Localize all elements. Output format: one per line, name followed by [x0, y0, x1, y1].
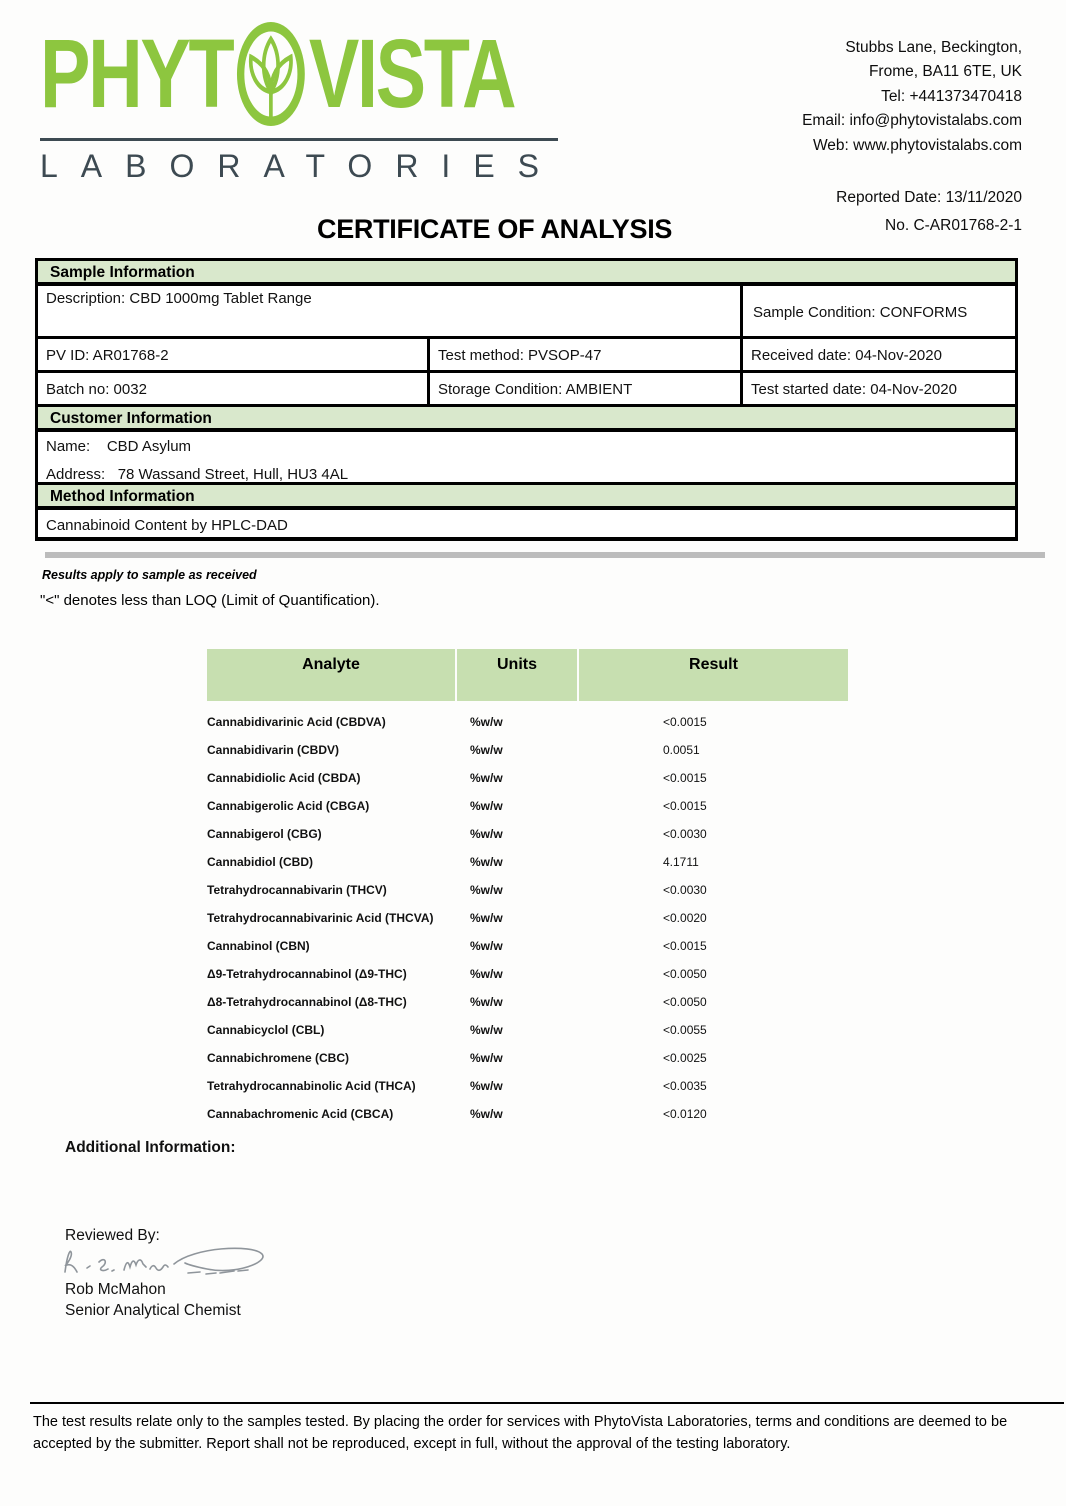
units-cell: %w/w: [470, 827, 503, 841]
customer-row: [38, 432, 1015, 482]
analyte-cell: Cannabidivarin (CBDV): [207, 743, 340, 757]
customer-information-header: Customer Information: [38, 404, 1015, 432]
table-row: [207, 876, 848, 904]
result-cell: <0.0025: [663, 1051, 707, 1065]
analyte-cell: Cannabichromene (CBC): [207, 1051, 350, 1065]
units-cell: %w/w: [470, 1051, 503, 1065]
sample-description: Description: CBD 1000mg Tablet Range: [46, 290, 312, 307]
sample-description-row: [38, 286, 1015, 336]
signature-image: [56, 1241, 276, 1283]
contact-email: Email: info@phytovistalabs.com: [802, 112, 1022, 130]
table-row: [207, 764, 848, 792]
box-shadow-decoration: [45, 552, 1045, 558]
analyte-cell: Cannabachromenic Acid (CBCA): [207, 1107, 394, 1121]
analyte-cell: Tetrahydrocannabivarin (THCV): [207, 883, 387, 897]
table-row: [207, 820, 848, 848]
storage-condition: Storage Condition: AMBIENT: [427, 373, 740, 404]
sample-row-2: [38, 370, 1015, 404]
reviewed-by-label: Reviewed By:: [65, 1227, 160, 1244]
pv-id: PV ID: AR01768-2: [46, 347, 169, 364]
sample-condition: Sample Condition: CONFORMS: [740, 286, 1015, 336]
customer-name: Name: CBD Asylum: [46, 438, 192, 455]
received-date: Received date: 04-Nov-2020: [740, 339, 1015, 370]
logo-wordmark: [40, 19, 515, 129]
logo-divider: [40, 138, 558, 141]
table-row: [207, 904, 848, 932]
table-row: [207, 960, 848, 988]
units-cell: %w/w: [470, 715, 503, 729]
table-row: [207, 792, 848, 820]
analyte-cell: Cannabigerol (CBG): [207, 827, 322, 841]
logo-text-vista: VISTA: [308, 19, 515, 129]
info-box: [35, 258, 1018, 541]
units-cell: %w/w: [470, 799, 503, 813]
result-cell: <0.0120: [663, 1107, 707, 1121]
batch-no: Batch no: 0032: [46, 381, 147, 398]
result-cell: <0.0015: [663, 799, 707, 813]
column-header-units: Units: [457, 649, 577, 701]
reviewer-title: Senior Analytical Chemist: [65, 1302, 241, 1319]
units-cell: %w/w: [470, 883, 503, 897]
results-table-header: [207, 649, 848, 701]
contact-address-line2: Frome, BA11 6TE, UK: [868, 63, 1022, 81]
sample-received-note: Results apply to sample as received: [42, 568, 257, 582]
logo-subtitle: LABORATORIES: [40, 148, 562, 184]
table-row: [207, 988, 848, 1016]
phytovista-logo: [40, 19, 564, 185]
sample-information-header: Sample Information: [38, 258, 1015, 286]
result-cell: <0.0020: [663, 911, 707, 925]
table-row: [207, 1072, 848, 1100]
test-started-date: Test started date: 04-Nov-2020: [740, 373, 1015, 404]
result-cell: <0.0055: [663, 1023, 707, 1037]
method-row: Cannabinoid Content by HPLC-DAD: [38, 510, 1015, 541]
table-row: [207, 932, 848, 960]
units-cell: %w/w: [470, 995, 503, 1009]
units-cell: %w/w: [470, 743, 503, 757]
certificate-number: No. C-AR01768-2-1: [885, 216, 1022, 234]
results-table-body: [207, 708, 848, 1128]
result-cell: 0.0051: [663, 743, 700, 757]
logo-text-phyt: PHYT: [40, 19, 233, 129]
units-cell: %w/w: [470, 939, 503, 953]
contact-web: Web: www.phytovistalabs.com: [812, 136, 1022, 154]
result-cell: <0.0050: [663, 995, 707, 1009]
analyte-cell: Δ9-Tetrahydrocannabinol (Δ9-THC): [207, 967, 407, 981]
units-cell: %w/w: [470, 855, 503, 869]
footer-disclaimer: The test results relate only to the samples tested. By placing the order for services with PhytoVista Laboratories, terms and conditions are deemed to be accepted by the submitter. Report shall not be reproduced, except in full, without the approval of the testing laboratory.: [33, 1414, 1008, 1452]
footer-divider: [30, 1402, 1064, 1404]
page-title: CERTIFICATE OF ANALYSIS: [317, 214, 673, 244]
table-row: [207, 1044, 848, 1072]
units-cell: %w/w: [470, 911, 503, 925]
units-cell: %w/w: [470, 1107, 503, 1121]
contact-phone: Tel: +441373470418: [881, 87, 1022, 105]
analyte-cell: Cannabidivarinic Acid (CBDVA): [207, 715, 386, 729]
table-row: [207, 848, 848, 876]
result-cell: <0.0030: [663, 827, 707, 841]
column-header-analyte: Analyte: [207, 649, 455, 701]
result-cell: <0.0015: [663, 939, 707, 953]
analyte-cell: Cannabinol (CBN): [207, 939, 310, 953]
result-cell: <0.0050: [663, 967, 707, 981]
leaf-icon: [233, 22, 308, 126]
analyte-cell: Δ8-Tetrahydrocannabinol (Δ8-THC): [207, 995, 407, 1009]
table-row: [207, 736, 848, 764]
results-table: [207, 649, 848, 1128]
sample-row-1: [38, 336, 1015, 370]
analyte-cell: Tetrahydrocannabivarinic Acid (THCVA): [207, 911, 434, 925]
units-cell: %w/w: [470, 967, 503, 981]
result-cell: <0.0035: [663, 1079, 707, 1093]
test-method: Test method: PVSOP-47: [427, 339, 740, 370]
result-cell: 4.1711: [663, 855, 699, 869]
method-information-header: Method Information: [38, 482, 1015, 510]
loq-note: "<" denotes less than LOQ (Limit of Quantification).: [40, 592, 380, 609]
result-cell: <0.0015: [663, 771, 707, 785]
units-cell: %w/w: [470, 1079, 503, 1093]
additional-information-label: Additional Information:: [65, 1139, 236, 1156]
result-cell: <0.0015: [663, 715, 707, 729]
reviewer-name: Rob McMahon: [65, 1281, 166, 1298]
contact-address-line1: Stubbs Lane, Beckington,: [845, 39, 1022, 56]
analyte-cell: Tetrahydrocannabinolic Acid (THCA): [207, 1079, 416, 1093]
report-meta: [836, 190, 1022, 233]
units-cell: %w/w: [470, 1023, 503, 1037]
table-row: [207, 708, 848, 736]
analyte-cell: Cannabicyclol (CBL): [207, 1023, 325, 1037]
result-cell: <0.0030: [663, 883, 707, 897]
analyte-cell: Cannabigerolic Acid (CBGA): [207, 799, 370, 813]
analyte-cell: Cannabidiol (CBD): [207, 855, 313, 869]
units-cell: %w/w: [470, 771, 503, 785]
reported-date: Reported Date: 13/11/2020: [836, 189, 1022, 206]
table-row: [207, 1016, 848, 1044]
table-row: [207, 1100, 848, 1128]
column-header-result: Result: [579, 649, 848, 701]
analyte-cell: Cannabidiolic Acid (CBDA): [207, 771, 361, 785]
customer-address: Address: 78 Wassand Street, Hull, HU3 4AL: [46, 466, 349, 483]
lab-contact-block: [802, 36, 1022, 158]
